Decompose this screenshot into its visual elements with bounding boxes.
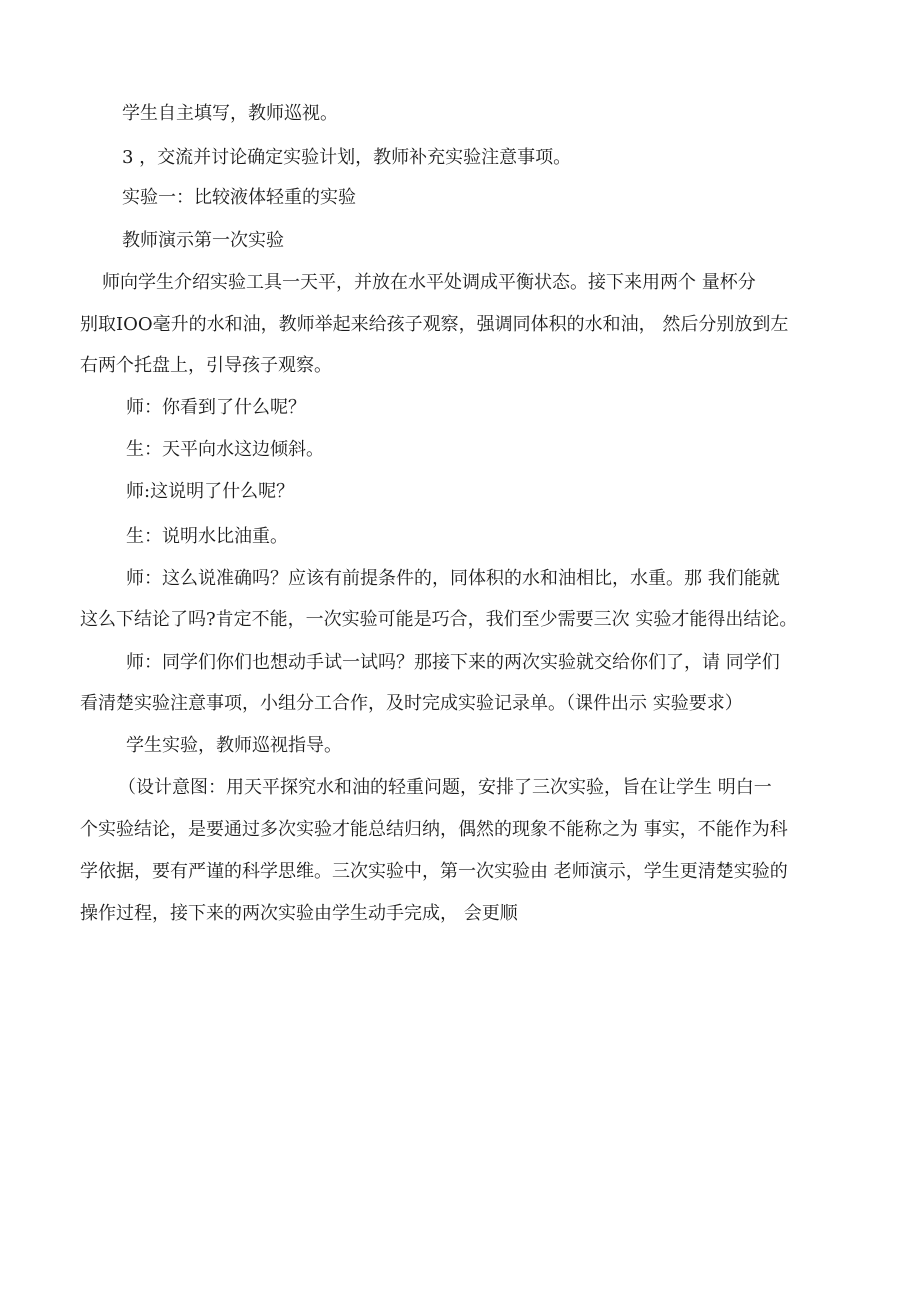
dialogue-teacher-2: 师:这说明了什么呢？ — [126, 481, 295, 502]
para-student-self-fill: 学生自主填写，教师巡视。 — [122, 103, 338, 124]
para-teacher-conclusion-line-2: 这么下结论了吗?肯定不能，一次实验可能是巧合，我们至少需要三次 实验才能得出结论。 — [80, 609, 798, 630]
para-design-intent-line-1: （设计意图：用天平探究水和油的轻重问题，安排了三次实验，旨在让学生 明白一 — [118, 777, 772, 798]
para-balance-intro-line-2: 别取IOO毫升的水和油，教师举起来给孩子观察，强调同体积的水和油， 然后分别放到左 — [80, 314, 789, 335]
para-teacher-invite-line-2: 看清楚实验注意事项，小组分工合作，及时完成实验记录单。（课件出示 实验要求） — [80, 693, 743, 714]
para-balance-intro-line-3: 右两个托盘上，引导孩子观察。 — [80, 355, 332, 376]
para-balance-intro-line-1: 师向学生介绍实验工具一天平，并放在水平处调成平衡状态。接下来用两个 量杯分 — [102, 272, 756, 293]
dialogue-teacher-1: 师：你看到了什么呢？ — [126, 397, 306, 418]
para-student-experiment: 学生实验，教师巡视指导。 — [126, 735, 342, 756]
dialogue-student-2: 生：说明水比油重。 — [126, 526, 288, 547]
heading-experiment-one: 实验一：比较液体轻重的实验 — [122, 187, 356, 208]
dialogue-student-1: 生：天平向水这边倾斜。 — [126, 439, 324, 460]
para-teacher-invite-line-1: 师：同学们你们也想动手试一试吗？那接下来的两次实验就交给你们了，请 同学们 — [126, 652, 780, 673]
para-teacher-conclusion-line-1: 师：这么说准确吗？应该有前提条件的，同体积的水和油相比，水重。那 我们能就 — [126, 568, 780, 589]
para-step-3-plan: 3 ，交流并讨论确定实验计划，教师补充实验注意事项。 — [122, 147, 572, 168]
para-design-intent-line-2: 个实验结论，是要通过多次实验才能总结归纳，偶然的现象不能称之为 事实，不能作为科 — [80, 819, 788, 840]
para-design-intent-line-4: 操作过程，接下来的两次实验由学生动手完成， 会更顺 — [80, 903, 518, 924]
para-design-intent-line-3: 学依据，要有严谨的科学思维。三次实验中，第一次实验由 老师演示，学生更清楚实验的 — [80, 861, 788, 882]
heading-teacher-demo: 教师演示第一次实验 — [122, 230, 284, 251]
